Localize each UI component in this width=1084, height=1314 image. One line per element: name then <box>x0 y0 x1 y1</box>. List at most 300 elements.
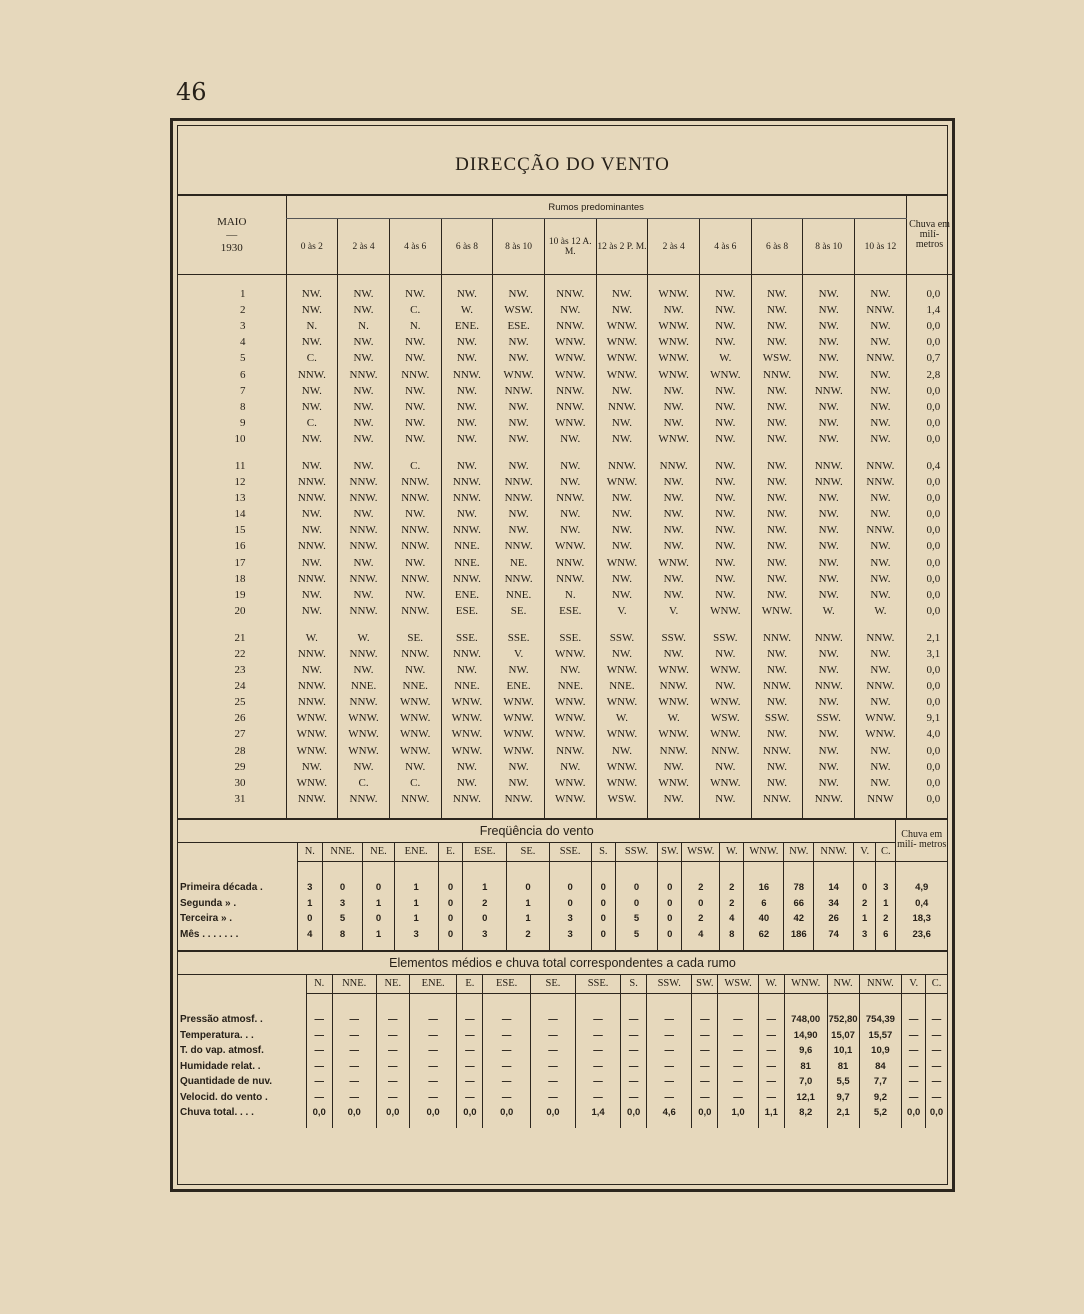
wind-cell: NW. <box>803 506 855 522</box>
wind-cell: NNW. <box>493 474 545 490</box>
value-cell: 3 <box>549 926 591 942</box>
wind-cell: NW. <box>700 506 752 522</box>
wind-cell: NW. <box>286 383 338 399</box>
wind-cell: NW. <box>493 662 545 678</box>
wind-cell: W. <box>596 710 648 726</box>
wind-cell: NNW. <box>855 678 907 694</box>
direction-header: NNE. <box>322 842 363 861</box>
value-cell: — <box>483 1012 530 1028</box>
value-cell: — <box>926 1012 947 1028</box>
direction-header: SSW. <box>647 974 692 993</box>
value-cell: 1,1 <box>758 1105 784 1121</box>
wind-cell: NW. <box>855 506 907 522</box>
day-cell: 9 <box>240 416 246 429</box>
wind-cell: WNW. <box>596 366 648 382</box>
column-header: 4 às 6 <box>389 219 441 275</box>
wind-cell: NW. <box>338 334 390 350</box>
wind-cell: NW. <box>803 538 855 554</box>
value-cell: 754,39 <box>859 1012 902 1028</box>
wind-cell: NW. <box>389 286 441 302</box>
value-cell: 1 <box>363 895 394 911</box>
wind-cell: NW. <box>493 522 545 538</box>
value-cell: 14 <box>814 880 854 896</box>
wind-cell: WNW. <box>544 350 596 366</box>
wind-cell: NW. <box>596 490 648 506</box>
wind-cell: NNW <box>855 791 907 807</box>
wind-cell: NW. <box>855 759 907 775</box>
wind-cell: NW. <box>700 522 752 538</box>
wind-cell: NW. <box>596 538 648 554</box>
wind-cell: NNW. <box>596 399 648 415</box>
wind-cell: NW. <box>751 587 803 603</box>
value-cell: 2 <box>507 926 549 942</box>
rain-header: Chuva em milí- metros <box>906 196 952 274</box>
wind-cell: NNW. <box>441 571 493 587</box>
wind-cell: NW. <box>286 506 338 522</box>
value-cell: 2 <box>876 911 896 927</box>
wind-cell: WNW. <box>648 694 700 710</box>
wind-cell: NW. <box>855 415 907 431</box>
wind-cell: NW. <box>700 538 752 554</box>
wind-cell: N. <box>286 318 338 334</box>
wind-cell: NW. <box>855 399 907 415</box>
wind-cell: NW. <box>700 302 752 318</box>
value-cell: 1 <box>394 880 438 896</box>
wind-cell: WNW. <box>596 759 648 775</box>
value-cell: 2,1 <box>827 1105 859 1121</box>
direction-header: WSW. <box>682 842 720 861</box>
column-header: 6 às 8 <box>751 219 803 275</box>
wind-cell: NW. <box>751 474 803 490</box>
wind-cell: N. <box>544 587 596 603</box>
wind-cell: NW. <box>700 458 752 474</box>
wind-cell: NW. <box>700 415 752 431</box>
wind-cell: WNW. <box>544 694 596 710</box>
wind-cell: NW. <box>389 415 441 431</box>
wind-cell: NNE. <box>596 678 648 694</box>
wind-cell: NNW. <box>389 366 441 382</box>
row-label: T. do vap. atmosf. <box>180 1045 264 1057</box>
rain-cell: 0,0 <box>906 538 952 554</box>
value-cell: 8,2 <box>784 1105 827 1121</box>
wind-cell: NW. <box>596 506 648 522</box>
wind-cell: NW. <box>648 474 700 490</box>
value-cell: — <box>457 1058 483 1074</box>
column-header: 4 às 6 <box>700 219 752 275</box>
wind-cell: WNW. <box>855 726 907 742</box>
wind-cell: NNW. <box>751 791 803 807</box>
wind-cell: NW. <box>700 431 752 447</box>
wind-cell: NNW. <box>544 383 596 399</box>
wind-cell: NW. <box>855 286 907 302</box>
wind-cell: NW. <box>648 506 700 522</box>
value-cell: 1 <box>298 895 322 911</box>
value-cell: 10,9 <box>859 1043 902 1059</box>
wind-cell: NNW. <box>493 538 545 554</box>
wind-cell: WNW. <box>338 743 390 759</box>
wind-cell: NNW. <box>648 743 700 759</box>
column-header: 12 às 2 P. M. <box>596 219 648 275</box>
value-cell: 0,0 <box>902 1105 926 1121</box>
wind-cell: NNW. <box>338 474 390 490</box>
wind-cell: NW. <box>389 587 441 603</box>
direction-header: NW. <box>784 842 814 861</box>
wind-cell: NW. <box>286 302 338 318</box>
value-cell: — <box>926 1058 947 1074</box>
value-cell: — <box>409 1027 456 1043</box>
wind-cell: NW. <box>855 587 907 603</box>
value-cell: 0,0 <box>621 1105 647 1121</box>
day-cell: 1 <box>240 288 246 301</box>
value-cell: — <box>902 1058 926 1074</box>
rumos-label: Rumos predominantes <box>286 196 906 219</box>
wind-cell: WNW. <box>544 415 596 431</box>
wind-cell: NNW. <box>493 791 545 807</box>
wind-cell: NW. <box>803 743 855 759</box>
wind-cell: NNE. <box>544 678 596 694</box>
wind-cell: NNW. <box>389 571 441 587</box>
wind-cell: NW. <box>493 286 545 302</box>
wind-cell: NW. <box>803 286 855 302</box>
wind-cell: NW. <box>441 759 493 775</box>
value-cell: — <box>306 1027 332 1043</box>
wind-cell: NW. <box>751 759 803 775</box>
value-cell: — <box>718 1043 758 1059</box>
wind-cell: WNW. <box>389 710 441 726</box>
wind-cell: NW. <box>648 759 700 775</box>
value-cell: 7,7 <box>859 1074 902 1090</box>
table-row <box>178 1074 947 1090</box>
value-cell: — <box>306 1089 332 1105</box>
rain-cell: 9,1 <box>906 710 952 726</box>
table-row <box>178 334 952 350</box>
wind-cell: NNW. <box>441 474 493 490</box>
wind-cell: W. <box>338 630 390 646</box>
value-cell: — <box>576 1012 621 1028</box>
value-cell: — <box>902 1074 926 1090</box>
day-cell: 23 <box>234 664 246 677</box>
wind-cell: NW. <box>389 431 441 447</box>
wind-cell: NW. <box>648 415 700 431</box>
value-cell: — <box>902 1043 926 1059</box>
value-cell: — <box>758 1043 784 1059</box>
value-cell: — <box>758 1074 784 1090</box>
rain-cell: 0,0 <box>906 571 952 587</box>
day-cell: 12 <box>234 476 246 489</box>
wind-cell: NW. <box>596 646 648 662</box>
label-header <box>178 842 298 861</box>
wind-cell: NW. <box>648 587 700 603</box>
wind-cell: WNW. <box>648 318 700 334</box>
page-number: 46 <box>176 78 207 106</box>
wind-cell: NNW. <box>700 743 752 759</box>
column-header: 8 às 10 <box>493 219 545 275</box>
value-cell: — <box>576 1058 621 1074</box>
wind-cell: NNW. <box>338 791 390 807</box>
wind-cell: WNW. <box>700 726 752 742</box>
wind-cell: C. <box>286 350 338 366</box>
day-cell: 20 <box>234 604 246 617</box>
rain-cell: 0,0 <box>906 678 952 694</box>
wind-cell: NW. <box>389 383 441 399</box>
wind-cell: WNW. <box>700 662 752 678</box>
wind-cell: WNW. <box>544 366 596 382</box>
wind-cell: NNW. <box>441 366 493 382</box>
direction-header: ENE. <box>394 842 438 861</box>
rain-cell: 0,0 <box>906 490 952 506</box>
value-cell: — <box>758 1089 784 1105</box>
wind-cell: NNW. <box>803 383 855 399</box>
value-cell: 81 <box>784 1058 827 1074</box>
table-row <box>178 366 952 382</box>
wind-cell: NW. <box>803 522 855 538</box>
table-row <box>178 571 952 587</box>
value-cell: 0 <box>591 880 615 896</box>
day-cell: 4 <box>240 336 246 349</box>
direction-header: V. <box>902 974 926 993</box>
wind-cell: NW. <box>596 383 648 399</box>
wind-cell: WNW. <box>700 603 752 619</box>
wind-cell: NW. <box>338 662 390 678</box>
wind-cell: NW. <box>286 522 338 538</box>
wind-cell: WNW. <box>596 318 648 334</box>
wind-cell: NW. <box>855 431 907 447</box>
wind-cell: NW. <box>751 506 803 522</box>
value-cell: — <box>306 1074 332 1090</box>
wind-cell: NNW. <box>803 678 855 694</box>
wind-cell: NW. <box>751 415 803 431</box>
wind-cell: WNW. <box>596 694 648 710</box>
value-cell: 0,0 <box>409 1105 456 1121</box>
value-cell: 2 <box>720 895 744 911</box>
wind-cell: NNE. <box>441 538 493 554</box>
wind-cell: NW. <box>338 286 390 302</box>
wind-cell: C. <box>389 458 441 474</box>
wind-cell: NW. <box>803 399 855 415</box>
rain-cell: 4,9 <box>896 880 947 896</box>
value-cell: 12,1 <box>784 1089 827 1105</box>
value-cell: 0 <box>549 895 591 911</box>
day-cell: 3 <box>240 320 246 333</box>
wind-cell: NW. <box>544 506 596 522</box>
value-cell: 1 <box>394 911 438 927</box>
wind-cell: NW. <box>700 399 752 415</box>
wind-cell: NW. <box>855 383 907 399</box>
direction-header: C. <box>926 974 947 993</box>
table-row <box>178 399 952 415</box>
value-cell: 6 <box>744 895 784 911</box>
wind-cell: NNW. <box>648 458 700 474</box>
direction-header: S. <box>591 842 615 861</box>
value-cell: 748,00 <box>784 1012 827 1028</box>
day-cell: 31 <box>234 792 246 805</box>
wind-cell: WNW. <box>493 694 545 710</box>
wind-cell: WNW. <box>544 791 596 807</box>
wind-cell: NW. <box>751 334 803 350</box>
value-cell: — <box>692 1074 718 1090</box>
direction-header: S. <box>621 974 647 993</box>
wind-cell: NNW. <box>338 490 390 506</box>
row-label: Mês . . . . . . . <box>180 928 239 940</box>
main-table-block <box>178 196 950 820</box>
value-cell: 4,6 <box>647 1105 692 1121</box>
wind-cell: NW. <box>493 458 545 474</box>
value-cell: 0,0 <box>483 1105 530 1121</box>
row-label: Quantidade de nuv. <box>180 1076 273 1088</box>
wind-cell: NNW. <box>544 571 596 587</box>
wind-cell: SSE. <box>493 630 545 646</box>
wind-cell: SSW. <box>803 710 855 726</box>
wind-cell: NW. <box>338 415 390 431</box>
value-cell: — <box>457 1089 483 1105</box>
wind-cell: NW. <box>441 431 493 447</box>
table-row <box>178 555 952 571</box>
wind-cell: V. <box>493 646 545 662</box>
table-row <box>178 431 952 447</box>
wind-cell: NW. <box>441 458 493 474</box>
table-row <box>178 911 947 927</box>
value-cell: — <box>483 1027 530 1043</box>
value-cell: — <box>692 1027 718 1043</box>
wind-cell: N. <box>389 318 441 334</box>
value-cell: 5,2 <box>859 1105 902 1121</box>
direction-header: E. <box>457 974 483 993</box>
row-label: Terceira » . <box>180 913 233 925</box>
direction-header: NNW. <box>859 974 902 993</box>
value-cell: 2 <box>463 895 507 911</box>
value-cell: — <box>647 1043 692 1059</box>
wind-cell: W. <box>803 603 855 619</box>
value-cell: — <box>647 1074 692 1090</box>
wind-cell: NNW. <box>544 555 596 571</box>
rain-cell: 0,0 <box>906 383 952 399</box>
wind-cell: NW. <box>751 775 803 791</box>
value-cell: — <box>306 1058 332 1074</box>
table-row <box>178 1012 947 1028</box>
rain-cell: 0,0 <box>906 791 952 807</box>
table-row <box>178 1043 947 1059</box>
direction-header: SW. <box>658 842 682 861</box>
value-cell: — <box>332 1043 376 1059</box>
wind-cell: NNW. <box>389 538 441 554</box>
day-cell: 19 <box>234 588 246 601</box>
wind-cell: NW. <box>493 334 545 350</box>
value-cell: — <box>926 1074 947 1090</box>
day-cell: 2 <box>240 304 246 317</box>
wind-cell: NW. <box>338 383 390 399</box>
value-cell: — <box>902 1089 926 1105</box>
row-label: Humidade relat. . <box>180 1060 261 1072</box>
wind-cell: NW. <box>441 334 493 350</box>
value-cell: — <box>457 1027 483 1043</box>
month-dash: — <box>226 228 238 241</box>
wind-cell: SE. <box>493 603 545 619</box>
column-header: 8 às 10 <box>803 219 855 275</box>
wind-cell: WNW. <box>648 555 700 571</box>
wind-cell: W. <box>855 603 907 619</box>
value-cell: — <box>621 1043 647 1059</box>
value-cell: 0,0 <box>332 1105 376 1121</box>
value-cell: — <box>530 1027 575 1043</box>
direction-header: SSW. <box>616 842 658 861</box>
rain-cell: 0,0 <box>906 506 952 522</box>
value-cell: — <box>758 1058 784 1074</box>
value-cell: 4 <box>682 926 720 942</box>
wind-cell: NW. <box>544 759 596 775</box>
wind-cell: WNW. <box>441 726 493 742</box>
elements-table <box>178 974 947 1129</box>
value-cell: 42 <box>784 911 814 927</box>
wind-cell: NW. <box>389 506 441 522</box>
wind-cell: NW. <box>648 646 700 662</box>
direction-header: NE. <box>376 974 409 993</box>
value-cell: 34 <box>814 895 854 911</box>
direction-header: SE. <box>507 842 549 861</box>
wind-cell: NW. <box>803 431 855 447</box>
value-cell: — <box>718 1027 758 1043</box>
wind-cell: NW. <box>751 458 803 474</box>
value-cell: 1 <box>363 926 394 942</box>
wind-cell: NNW. <box>389 474 441 490</box>
direction-header: N. <box>298 842 322 861</box>
wind-cell: NW. <box>751 399 803 415</box>
day-cell: 29 <box>234 760 246 773</box>
wind-cell: NW. <box>286 399 338 415</box>
value-cell: — <box>409 1089 456 1105</box>
value-cell: 0 <box>591 926 615 942</box>
value-cell: 0 <box>298 911 322 927</box>
value-cell: — <box>902 1012 926 1028</box>
frequency-table <box>178 820 947 950</box>
wind-cell: NW. <box>441 662 493 678</box>
month-label: MAIO <box>217 215 247 228</box>
column-header: 10 às 12 A. M. <box>544 219 596 275</box>
wind-cell: NW. <box>855 775 907 791</box>
wind-cell: NW. <box>286 431 338 447</box>
value-cell: — <box>530 1074 575 1090</box>
value-cell: 3 <box>322 895 363 911</box>
wind-cell: NW. <box>389 759 441 775</box>
direction-header: E. <box>438 842 462 861</box>
value-cell: 2 <box>682 911 720 927</box>
column-header: 0 às 2 <box>286 219 338 275</box>
table-row <box>178 474 952 490</box>
rain-cell: 0,4 <box>896 895 947 911</box>
table-row <box>178 1105 947 1121</box>
value-cell: 1 <box>876 895 896 911</box>
wind-cell: NW. <box>803 555 855 571</box>
value-cell: — <box>621 1089 647 1105</box>
table-row <box>178 1027 947 1043</box>
wind-cell: WNW. <box>544 775 596 791</box>
wind-cell: NNW. <box>493 571 545 587</box>
value-cell: — <box>718 1012 758 1028</box>
wind-cell: NW. <box>803 350 855 366</box>
direction-header: C. <box>876 842 896 861</box>
direction-header: W. <box>720 842 744 861</box>
value-cell: 26 <box>814 911 854 927</box>
wind-cell: WNW. <box>441 694 493 710</box>
wind-cell: NW. <box>493 415 545 431</box>
direction-header: WNW. <box>744 842 784 861</box>
value-cell: — <box>926 1027 947 1043</box>
value-cell: — <box>332 1027 376 1043</box>
wind-cell: NNW. <box>855 302 907 318</box>
value-cell: 9,2 <box>859 1089 902 1105</box>
value-cell: — <box>692 1043 718 1059</box>
value-cell: — <box>332 1012 376 1028</box>
direction-header: V. <box>854 842 876 861</box>
